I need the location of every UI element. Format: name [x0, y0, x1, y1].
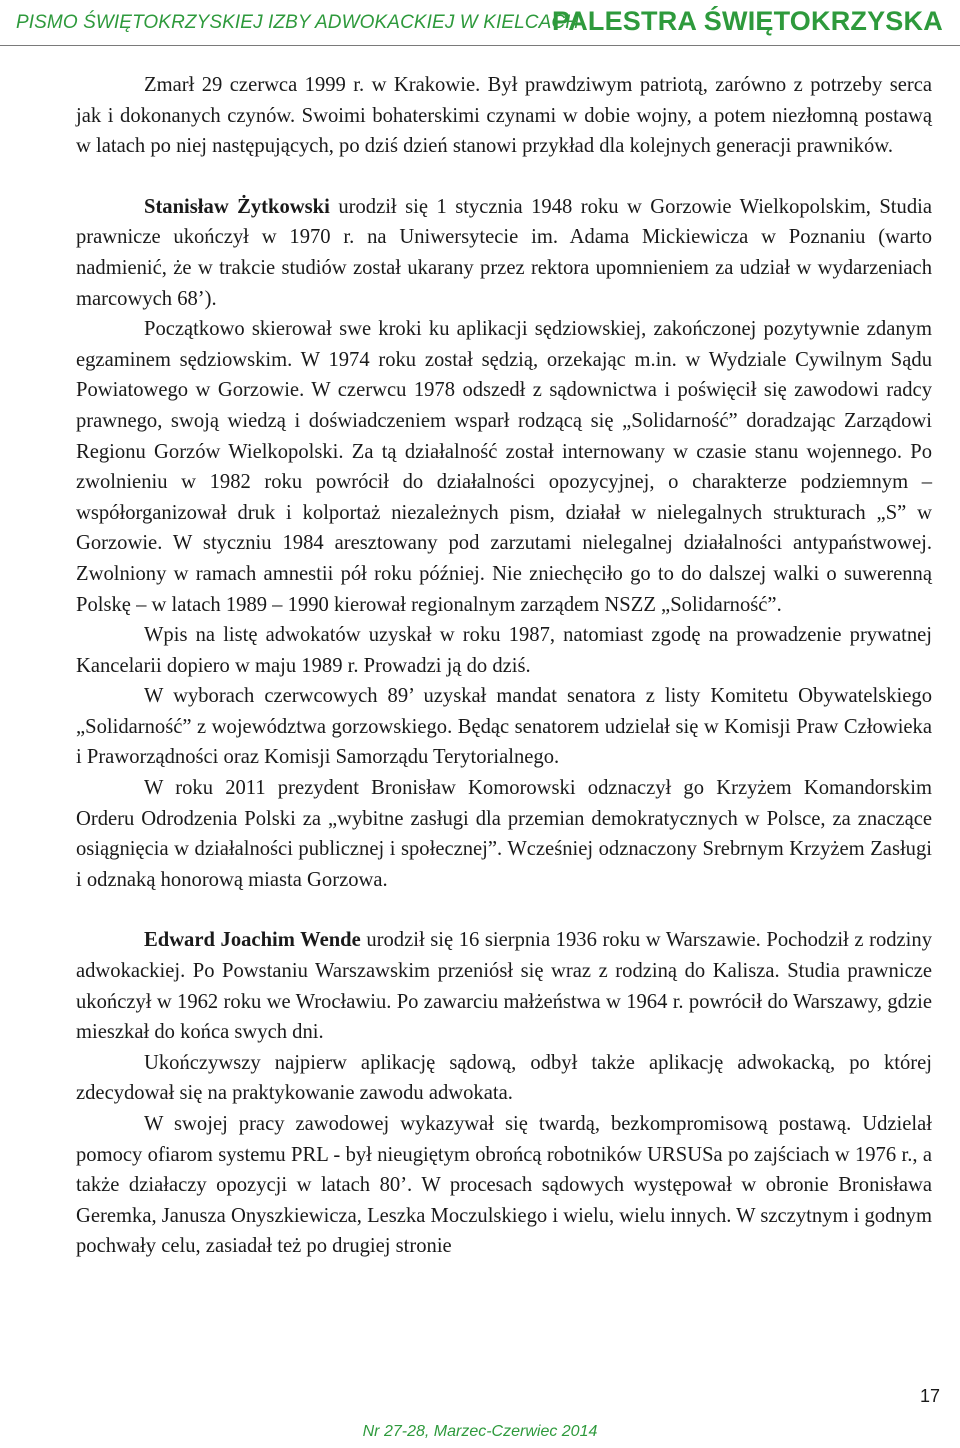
paragraph-zytkowski-bar: Wpis na listę adwokatów uzyskał w roku 1987, natomiast zgodę na prowadzenie prywatnej Kancelarii dopiero w maju 1989 r. Prowadzi ją do dziś.: [76, 624, 932, 677]
person-name-zytkowski: Stanisław Żytkowski: [144, 195, 330, 218]
paragraph-zytkowski-text: urodził się 1 stycznia 1948 roku w Gorzowie Wielkopolskim, Studia prawnicze ukończył w 1970 r. na Uniwersytecie im. Adama Mickiewicza w Poznaniu (warto nadmienić, że w trakcie studiów został ukarany przez rektora upomnieniem za udział w wydarzeniach marcowych 68’).: [76, 195, 932, 310]
person-name-wende: Edward Joachim Wende: [144, 929, 361, 952]
issue-footer: Nr 27-28, Marzec-Czerwiec 2014: [362, 1423, 598, 1440]
paragraph-zytkowski-senate: W wyborach czerwcowych 89’ uzyskał mandat senatora z listy Komitetu Obywatelskiego „Solidarność” z województwa gorzowskiego. Będąc senatorem udzielał się w Komisji Praw Człowieka i Praworządności oraz Komisji Samorządu Terytorialnego.: [76, 685, 932, 769]
journal-subtitle: PISMO ŚWIĘTOKRZYSKIEJ IZBY ADWOKACKIEJ W KIELCACH: [16, 12, 580, 33]
page-number: 17: [919, 1386, 940, 1406]
header-divider: [0, 45, 960, 46]
paragraph-wende-training: Ukończywszy najpierw aplikację sądową, odbył także aplikację adwokacką, po której zdecydował się na praktykowanie zawodu adwokata.: [76, 1051, 932, 1105]
page-header: [0, 0, 960, 46]
article-body: [76, 70, 932, 1262]
paragraph-wende-practice: W swojej pracy zawodowej wykazywał się twardą, bezkompromisową postawą. Udzielał pomocy ofiarom systemu PRL - był nieugiętym obrońcą robotników URSUSa po zajściach w 1976 r., a także działaczy opozycji w latach 80’. W procesach sądowych występował w obronie Bronisława Geremka, Janusza Onyszkiewicza, Leszka Moczulskiego i wielu, wielu innych. W szczytnym i godnym pochwały celu, zasiadał też po drugiej stronie: [76, 1113, 932, 1258]
paragraph-zytkowski-career: Początkowo skierował swe kroki ku aplikacji sędziowskiej, zakończonej pozytywnie zdanym egzaminem sędziowskim. W 1974 roku został sędzią, orzekając m.in. w Wydziale Cywilnym Sądu Powiatowego w Gorzowie. W czerwcu 1978 odszedł z sądownictwa i poświęcił się zawodowi radcy prawnego, swoją wiedzą i doświadczeniem wsparł rodzącą się „Solidarność” doradzając Zarządowi Regionu Gorzów Wielkopolski. Za tą działalność został internowany w czasie stanu wojennego. Po zwolnieniu w 1982 roku powrócił do działalności opozycyjnej, o charakterze podziemnym – współorganizował druk i kolportaż niezależnych pism, działał w nielegalnych strukturach „S” w Gorzowie. W styczniu 1984 aresztowany pod zarzutami nielegalnej działalności antypaństwowej. Zwolniony w ramach amnestii pół roku później. Nie zniechęciło go to do dalszej walki o suwerenną Polskę – w latach 1989 – 1990 kierował regionalnym zarządem NSZZ „Solidarność”.: [76, 318, 932, 616]
paragraph-wende-bio: [76, 925, 932, 1047]
journal-title: PALESTRA ŚWIĘTOKRZYSKA: [552, 6, 943, 36]
paragraph-zytkowski-bio: [76, 192, 932, 314]
paragraph-wende-text: urodził się 16 sierpnia 1936 roku w Warszawie. Pochodził z rodziny adwokackiej. Po Powstaniu Warszawskim przeniósł się wraz z rodziną do Kalisza. Studia prawnicze ukończył w 1962 roku we Wrocławiu. Po zawarciu małżeństwa w 1964 r. powrócił do Warszawy, gdzie mieszkał do końca swych dni.: [76, 929, 932, 1044]
paragraph-zytkowski-award: W roku 2011 prezydent Bronisław Komorowski odznaczył go Krzyżem Komandorskim Orderu Odrodzenia Polski za „wybitne zasługi dla przemian demokratycznych w Polsce, za znaczące osiągnięcia w działalności publicznej i społecznej”. Wcześniej odznaczony Srebrnym Krzyżem Zasługi i odznaką honorową miasta Gorzowa.: [76, 777, 932, 891]
paragraph-death-note: Zmarł 29 czerwca 1999 r. w Krakowie. Był prawdziwym patriotą, zarówno z potrzeby serca jak i dokonanych czynów. Swoimi bohaterskimi czynami w dobie wojny, a potem niezłomną postawą w latach po niej następujących, po dziś dzień stanowi przykład dla kolejnych generacji prawników.: [76, 74, 932, 158]
